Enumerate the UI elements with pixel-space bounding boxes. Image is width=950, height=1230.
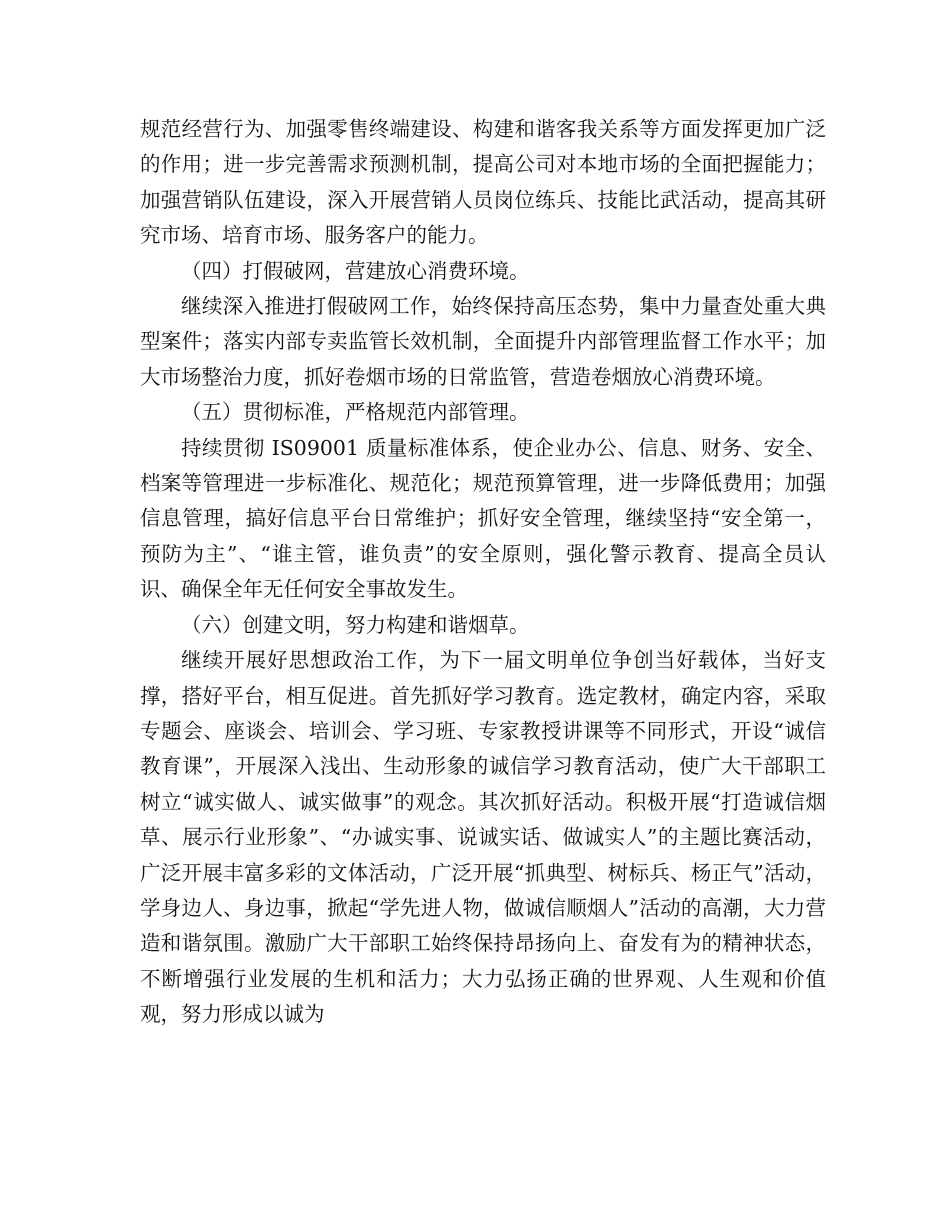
paragraph-continued: 规范经营行为、加强零售终端建设、构建和谐客我关系等方面发挥更加广泛的作用；进一步完善需求预测机制，提高公司对本地市场的全面把握能力；加强营销队伍建设，深入开展营销人员岗位练兵、技能比武活动，提高其研究市场、培育市场、服务客户的能力。 <box>140 117 826 248</box>
section-heading-four: （四）打假破网，营建放心消费环境。 <box>181 258 530 283</box>
paragraph-anti-counterfeit: 继续深入推进打假破网工作，始终保持高压态势，集中力量查处重大典型案件；落实内部专卖监管长效机制，全面提升内部管理监督工作水平；加大市场整治力度，抓好卷烟市场的日常监管，营造卷烟放心消费环境。 <box>140 294 826 389</box>
section-heading-five: （五）贯彻标准，严格规范内部管理。 <box>181 400 530 425</box>
paragraph-civilization: 继续开展好思想政治工作，为下一届文明单位争创当好载体，当好支撑，搭好平台，相互促进。首先抓好学习教育。选定教材，确定内容，采取专题会、座谈会、培训会、学习班、专家教授讲课等不同形式，开设“诚信教育课”，开展深入浅出、生动形象的诚信学习教育活动，使广大干部职工树立“诚实做人、诚实做事”的观念。其次抓好活动。积极开展“打造诚信烟草、展示行业形象”、“办诚实事、说诚实话、做诚实人”的主题比赛活动，广泛开展丰富多彩的文体活动，广泛开展“抓典型、树标兵、杨正气”活动，学身边人、身边事，掀起“学先进人物，做诚信顺烟人”活动的高潮，大力营造和谐氛围。激励广大干部职工始终保持昂扬向上、奋发有为的精神状态，不断增强行业发展的生机和活力；大力弘扬正确的世界观、人生观和价值观，努力形成以诚为 <box>140 648 826 1027</box>
document-body <box>140 112 826 1033</box>
paragraph-standards: 持续贯彻 IS09001 质量标准体系，使企业办公、信息、财务、安全、档案等管理进一步标准化、规范化；规范预算管理，进一步降低费用；加强信息管理，搞好信息平台日常维护；抓好安全管理，继续坚持“安全第一，预防为主”、“谁主管，谁负责”的安全原则，强化警示教育、提高全员认识、确保全年无任何安全事故发生。 <box>140 435 826 602</box>
section-heading-six: （六）创建文明，努力构建和谐烟草。 <box>181 612 530 637</box>
